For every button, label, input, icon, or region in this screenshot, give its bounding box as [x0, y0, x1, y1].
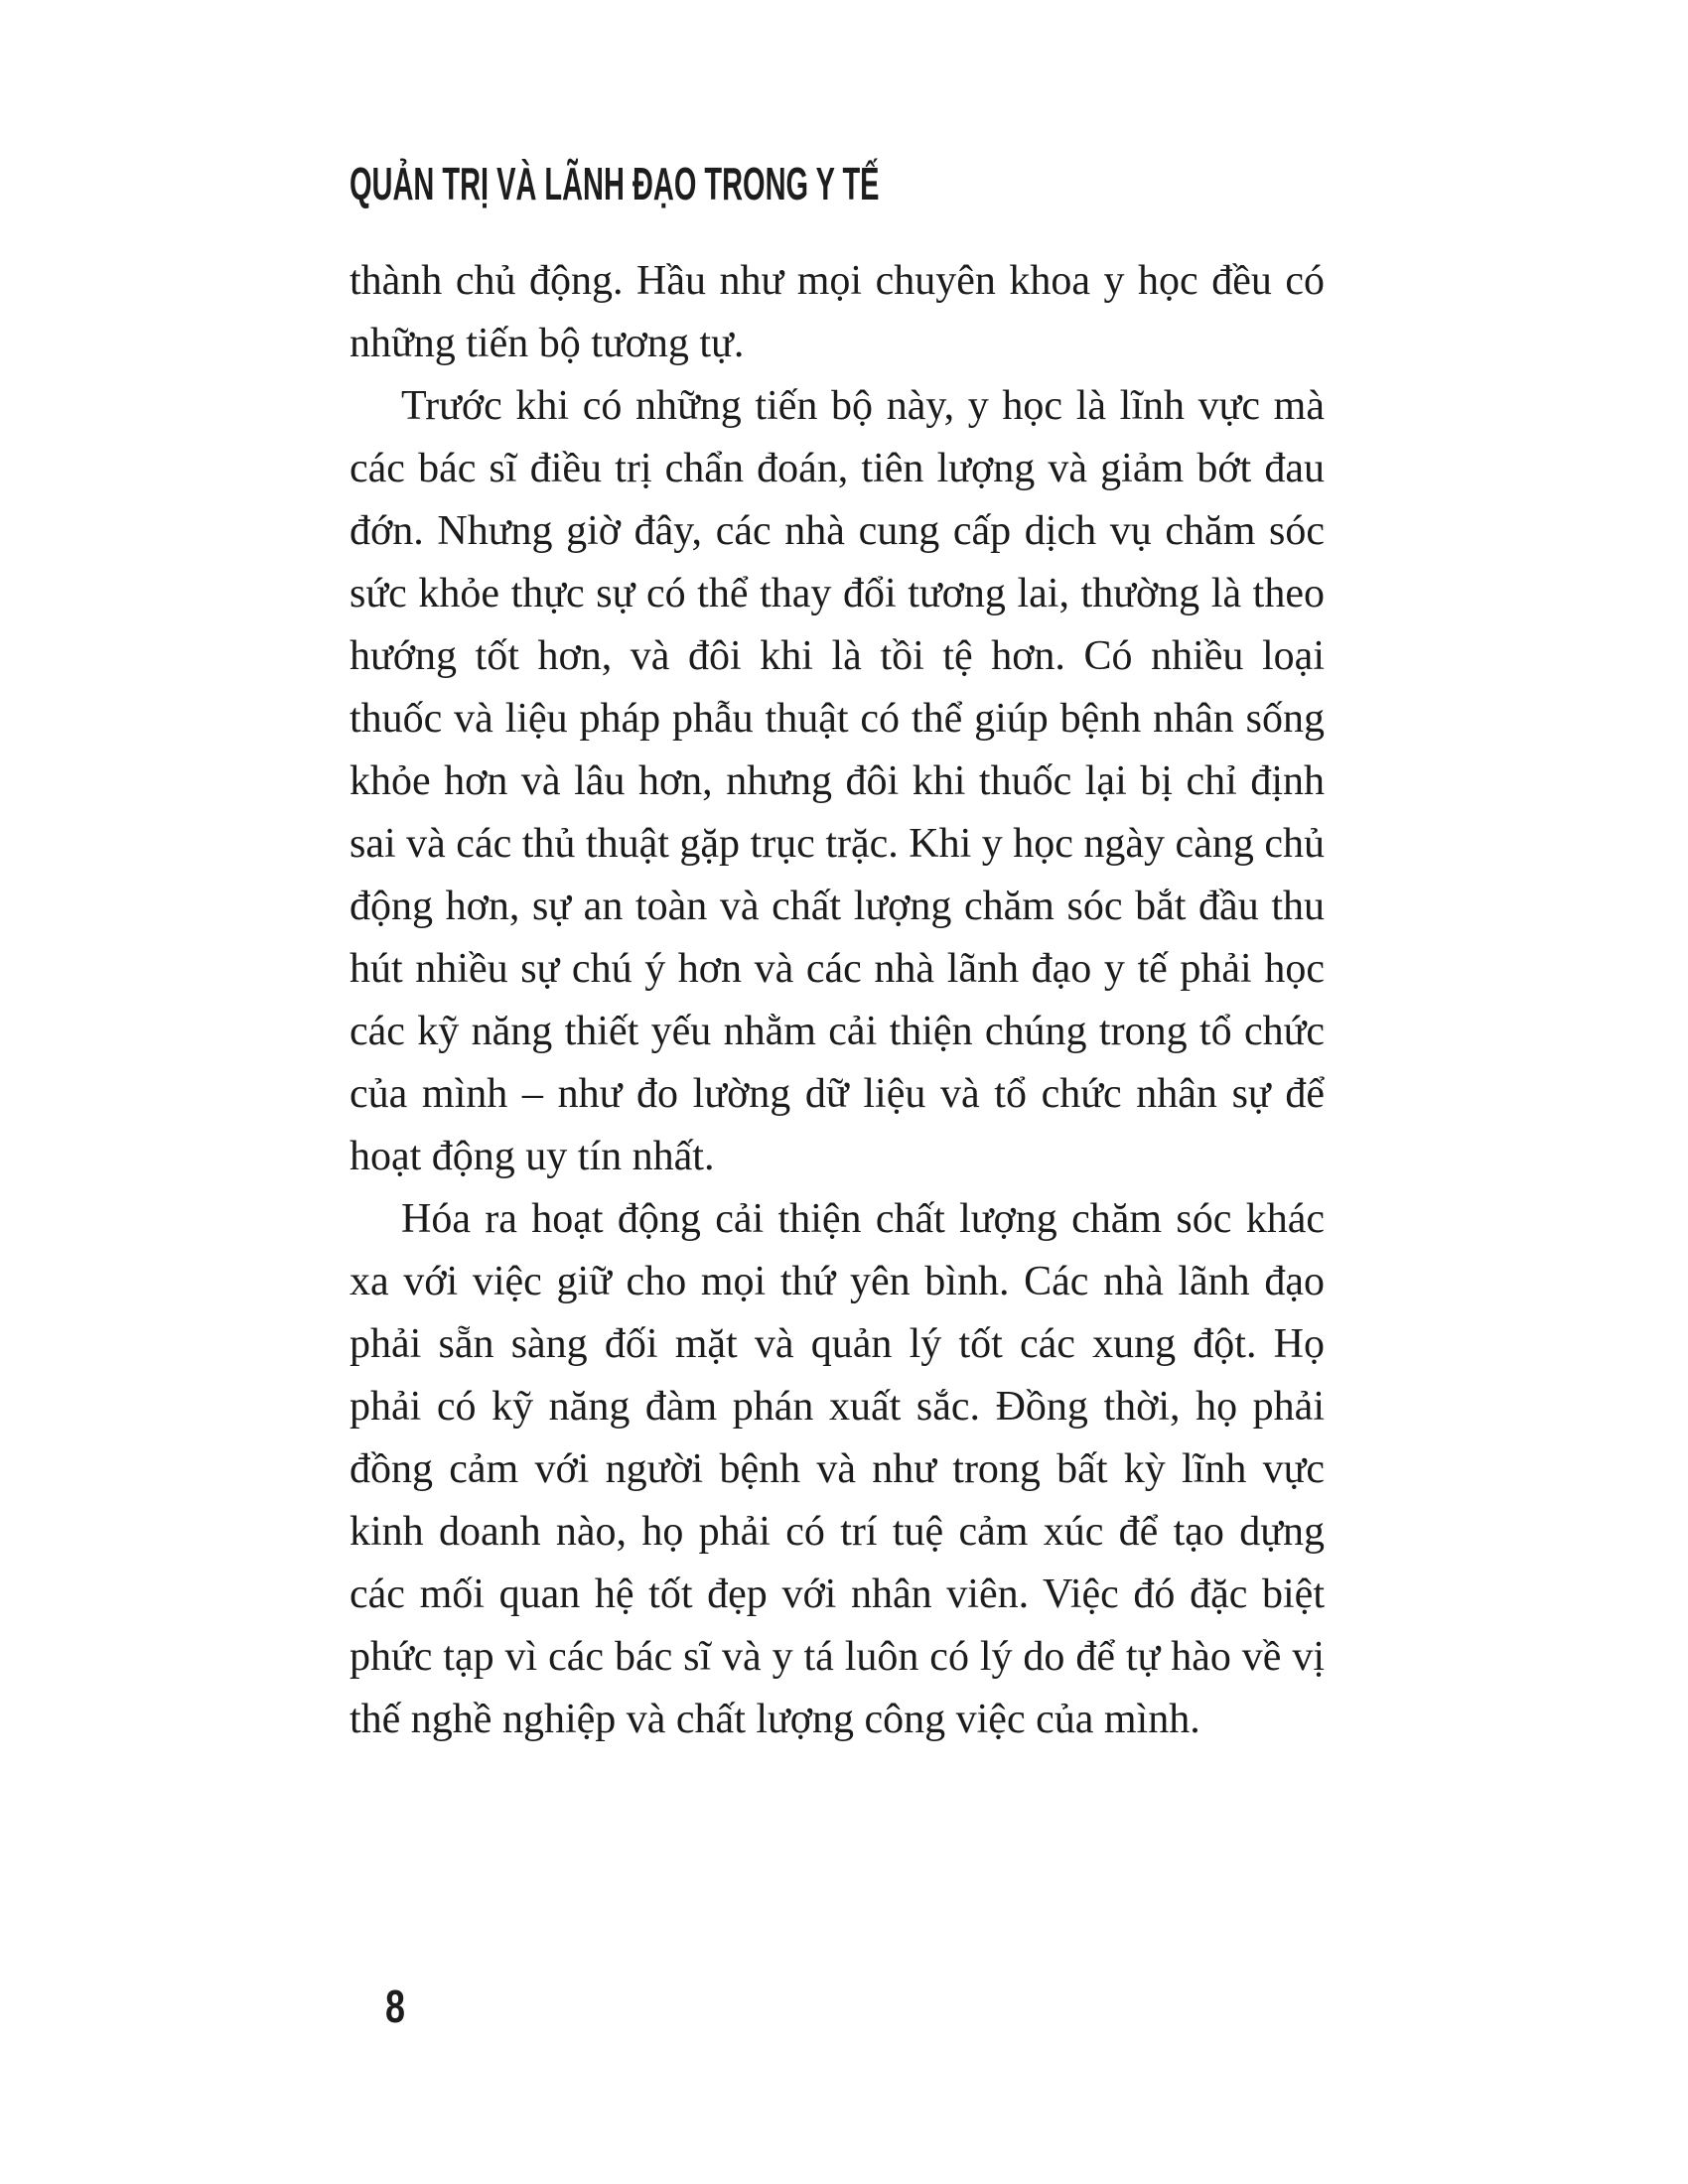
- paragraph: Hóa ra hoạt động cải thiện chất lượng chăm sóc khác xa với việc giữ cho mọi thứ yên bình. Các nhà lãnh đạo phải sẵn sàng đối mặt và quản lý tốt các xung đột. Họ phải có kỹ năng đàm phán xuất sắc. Đồng thời, họ phải đồng cảm với người bệnh và như trong bất kỳ lĩnh vực kinh doanh nào, họ phải có trí tuệ cảm xúc để tạo dựng các mối quan hệ tốt đẹp với nhân viên. Việc đó đặc biệt phức tạp vì các bác sĩ và y tá luôn có lý do để tự hào về vị thế nghề nghiệp và chất lượng công việc của mình.: [350, 1196, 1325, 1742]
- body-text-column: [350, 250, 1325, 1751]
- paragraph-continuation: thành chủ động. Hầu như mọi chuyên khoa y học đều có những tiến bộ tương tự.: [350, 258, 1325, 366]
- page-number: 8: [385, 1980, 405, 2032]
- paragraph: Trước khi có những tiến bộ này, y học là lĩnh vực mà các bác sĩ điều trị chẩn đoán, tiên lượng và giảm bớt đau đớn. Nhưng giờ đây, các nhà cung cấp dịch vụ chăm sóc sức khỏe thực sự có thể thay đổi tương lai, thường là theo hướng tốt hơn, và đôi khi là tồi tệ hơn. Có nhiều loại thuốc và liệu pháp phẫu thuật có thể giúp bệnh nhân sống khỏe hơn và lâu hơn, nhưng đôi khi thuốc lại bị chỉ định sai và các thủ thuật gặp trục trặc. Khi y học ngày càng chủ động hơn, sự an toàn và chất lượng chăm sóc bắt đầu thu hút nhiều sự chú ý hơn và các nhà lãnh đạo y tế phải học các kỹ năng thiết yếu nhằm cải thiện chúng trong tổ chức của mình – như đo lường dữ liệu và tổ chức nhân sự để hoạt động uy tín nhất.: [350, 383, 1325, 1179]
- running-header: QUẢN TRỊ VÀ LÃNH ĐẠO TRONG Y TẾ: [350, 158, 880, 209]
